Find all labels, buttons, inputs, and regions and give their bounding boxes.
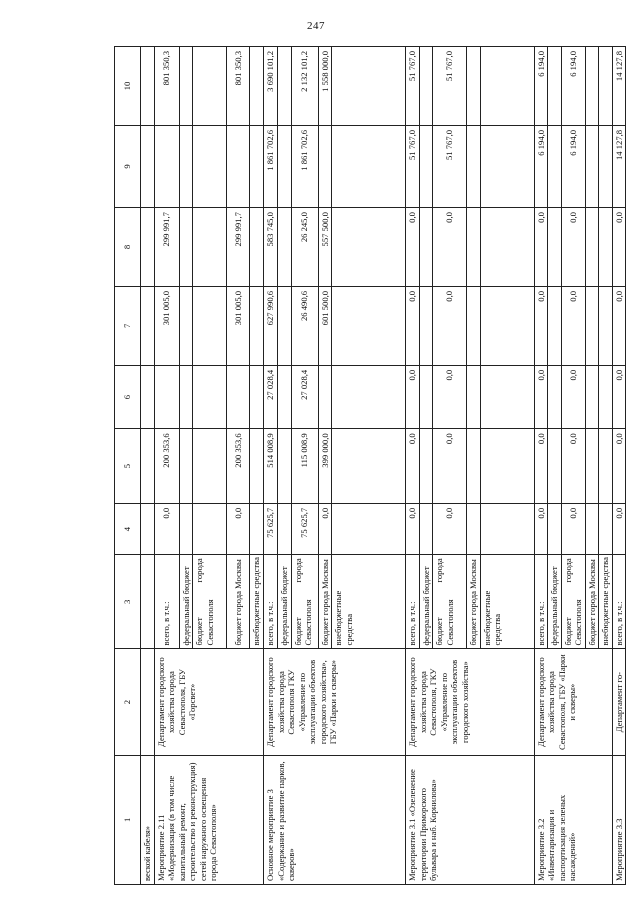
source-extrabudget: внебюджетные средства xyxy=(480,555,534,649)
value-cell xyxy=(318,125,332,207)
value-cell: 399 000,0 xyxy=(318,429,332,503)
value-cell: 0,0 xyxy=(612,208,626,287)
value-cell: 0,0 xyxy=(561,503,585,554)
source-city: бюджет города Севастополя xyxy=(193,555,227,649)
source-federal: федеральный бюджет xyxy=(419,555,433,649)
table-row xyxy=(141,47,155,885)
value-cell: 301 005,0 xyxy=(227,286,250,365)
value-cell: 14 127,8 xyxy=(612,125,626,207)
value-cell: 115 008,9 xyxy=(291,429,318,503)
value-cell: 6 194,0 xyxy=(534,47,548,126)
value-cell: 1 861 702,6 xyxy=(264,125,278,207)
header-cell: 4 xyxy=(115,503,141,554)
value-cell: 0,0 xyxy=(534,429,548,503)
source-moscow: бюджет города Москвы xyxy=(227,555,250,649)
value-cell: 299 991,7 xyxy=(227,208,250,287)
value-cell xyxy=(318,365,332,429)
value-cell: 301 005,0 xyxy=(154,286,179,365)
value-cell: 3 690 101,2 xyxy=(264,47,278,126)
value-cell: 75 625,7 xyxy=(264,503,278,554)
value-cell: 2 132 101,2 xyxy=(291,47,318,126)
value-cell: 75 625,7 xyxy=(291,503,318,554)
value-cell xyxy=(154,365,179,429)
value-cell: 0,0 xyxy=(406,365,420,429)
header-cell: 8 xyxy=(115,208,141,287)
value-cell: 1 861 702,6 xyxy=(291,125,318,207)
value-cell: 200 353,6 xyxy=(227,429,250,503)
header-cell: 9 xyxy=(115,125,141,207)
activity-name: Мероприятие 3.1 «Озеленение территории Приморского бульвара и наб. Корнилова» xyxy=(406,755,535,884)
source-total: всего, в т.ч.: xyxy=(534,555,548,649)
value-cell: 0,0 xyxy=(612,429,626,503)
source-extrabudget: внебюджетные средства xyxy=(332,555,406,649)
source-moscow: бюджет города Москвы xyxy=(467,555,481,649)
value-cell: 27 028,4 xyxy=(291,365,318,429)
source-federal: федеральный бюджет xyxy=(179,555,193,649)
value-cell: 0,0 xyxy=(534,503,548,554)
value-cell: 26 245,0 xyxy=(291,208,318,287)
value-cell: 299 991,7 xyxy=(154,208,179,287)
responsible: Департамент го- xyxy=(612,649,626,755)
value-cell: 0,0 xyxy=(612,286,626,365)
value-cell: 0,0 xyxy=(406,503,420,554)
activity-name: Мероприятие 2.11 «Модернизация (в том числе капитальный ремонт, строительство и реконструкция) сетей наружного освещения города Севастополя» xyxy=(154,755,264,884)
source-federal: федеральный бюджет xyxy=(548,555,562,649)
value-cell: 6 194,0 xyxy=(561,47,585,126)
value-cell: 0,0 xyxy=(534,208,548,287)
header-cell: 3 xyxy=(115,555,141,649)
value-cell xyxy=(227,365,250,429)
rotated-table-container xyxy=(114,46,624,885)
value-cell: 0,0 xyxy=(406,286,420,365)
value-cell: 26 490,6 xyxy=(291,286,318,365)
value-cell: 0,0 xyxy=(534,365,548,429)
activity-name: веской кабеля» xyxy=(141,755,155,884)
value-cell: 0,0 xyxy=(561,286,585,365)
responsible: Департамент городского хозяйства города Севастополя, ГБУ «Горсвет» xyxy=(154,649,264,755)
value-cell: 6 194,0 xyxy=(534,125,548,207)
source-city: бюджет города Севастополя xyxy=(561,555,585,649)
header-cell: 5 xyxy=(115,429,141,503)
value-cell xyxy=(154,125,179,207)
value-cell: 0,0 xyxy=(433,503,467,554)
value-cell: 0,0 xyxy=(433,286,467,365)
table-row xyxy=(406,47,420,885)
source-extrabudget: внебюджетные средства xyxy=(250,555,264,649)
table-row xyxy=(264,47,278,885)
value-cell: 14 127,8 xyxy=(612,47,626,126)
rotated-table-frame xyxy=(114,46,624,885)
header-cell: 1 xyxy=(115,755,141,884)
source-total: всего, в т.ч.: xyxy=(612,555,626,649)
value-cell: 51 767,0 xyxy=(406,125,420,207)
source-total: всего, в т.ч.: xyxy=(406,555,420,649)
value-cell: 51 767,0 xyxy=(433,125,467,207)
value-cell: 0,0 xyxy=(561,365,585,429)
value-cell: 51 767,0 xyxy=(406,47,420,126)
source-moscow: бюджет города Москвы xyxy=(585,555,599,649)
budget-table xyxy=(114,46,626,885)
value-cell: 51 767,0 xyxy=(433,47,467,126)
value-cell: 6 194,0 xyxy=(561,125,585,207)
value-cell: 801 350,3 xyxy=(154,47,179,126)
value-cell: 0,0 xyxy=(227,503,250,554)
value-cell: 0,0 xyxy=(612,365,626,429)
value-cell: 0,0 xyxy=(612,503,626,554)
value-cell: 0,0 xyxy=(406,429,420,503)
header-row xyxy=(115,47,141,885)
activity-name: Основное мероприятие 3 «Содержание и развитие парков, скверов» xyxy=(264,755,406,884)
value-cell xyxy=(227,125,250,207)
value-cell: 583 745,0 xyxy=(264,208,278,287)
table-row xyxy=(154,47,179,885)
table-row xyxy=(534,47,548,885)
source-city: бюджет города Севастополя xyxy=(291,555,318,649)
value-cell: 557 500,0 xyxy=(318,208,332,287)
source-moscow: бюджет города Москвы xyxy=(318,555,332,649)
value-cell: 601 500,0 xyxy=(318,286,332,365)
value-cell: 200 353,6 xyxy=(154,429,179,503)
value-cell: 0,0 xyxy=(433,429,467,503)
value-cell: 0,0 xyxy=(561,208,585,287)
value-cell: 27 028,4 xyxy=(264,365,278,429)
header-cell: 10 xyxy=(115,47,141,126)
header-cell: 2 xyxy=(115,649,141,755)
responsible: Департамент городского хозяйства города Севастополя, ГКУ «Управление по эксплуатации объектов городского хозяйства» xyxy=(406,649,535,755)
header-cell: 7 xyxy=(115,286,141,365)
source-total: всего, в т.ч.: xyxy=(264,555,278,649)
value-cell: 1 558 000,0 xyxy=(318,47,332,126)
value-cell: 0,0 xyxy=(433,208,467,287)
source-extrabudget: внебюджетные средства xyxy=(599,555,613,649)
activity-name: Мероприятие 3.2 «Инвентаризация и паспортизация зеленых насаждений» xyxy=(534,755,612,884)
table-row xyxy=(612,47,626,885)
value-cell: 0,0 xyxy=(561,429,585,503)
header-cell: 6 xyxy=(115,365,141,429)
responsible: Департамент городского хозяйства города Севастополя, ГБУ «Парки и скверы» xyxy=(534,649,612,755)
value-cell: 627 990,6 xyxy=(264,286,278,365)
value-cell: 801 350,3 xyxy=(227,47,250,126)
source-total: всего, в т.ч.: xyxy=(154,555,179,649)
value-cell: 514 008,9 xyxy=(264,429,278,503)
source-city: бюджет города Севастополя xyxy=(433,555,467,649)
responsible: Департамент городского хозяйства города Севастополя ГКУ «Управление по эксплуатации объектов городского хозяйства», ГБУ «Парки и скверы» xyxy=(264,649,406,755)
value-cell: 0,0 xyxy=(433,365,467,429)
value-cell: 0,0 xyxy=(154,503,179,554)
value-cell: 0,0 xyxy=(534,286,548,365)
value-cell: 0,0 xyxy=(318,503,332,554)
value-cell: 0,0 xyxy=(406,208,420,287)
activity-name: Мероприятие 3.3 xyxy=(612,755,626,884)
page-number: 247 xyxy=(307,20,325,32)
source-federal: федеральный бюджет xyxy=(278,555,292,649)
